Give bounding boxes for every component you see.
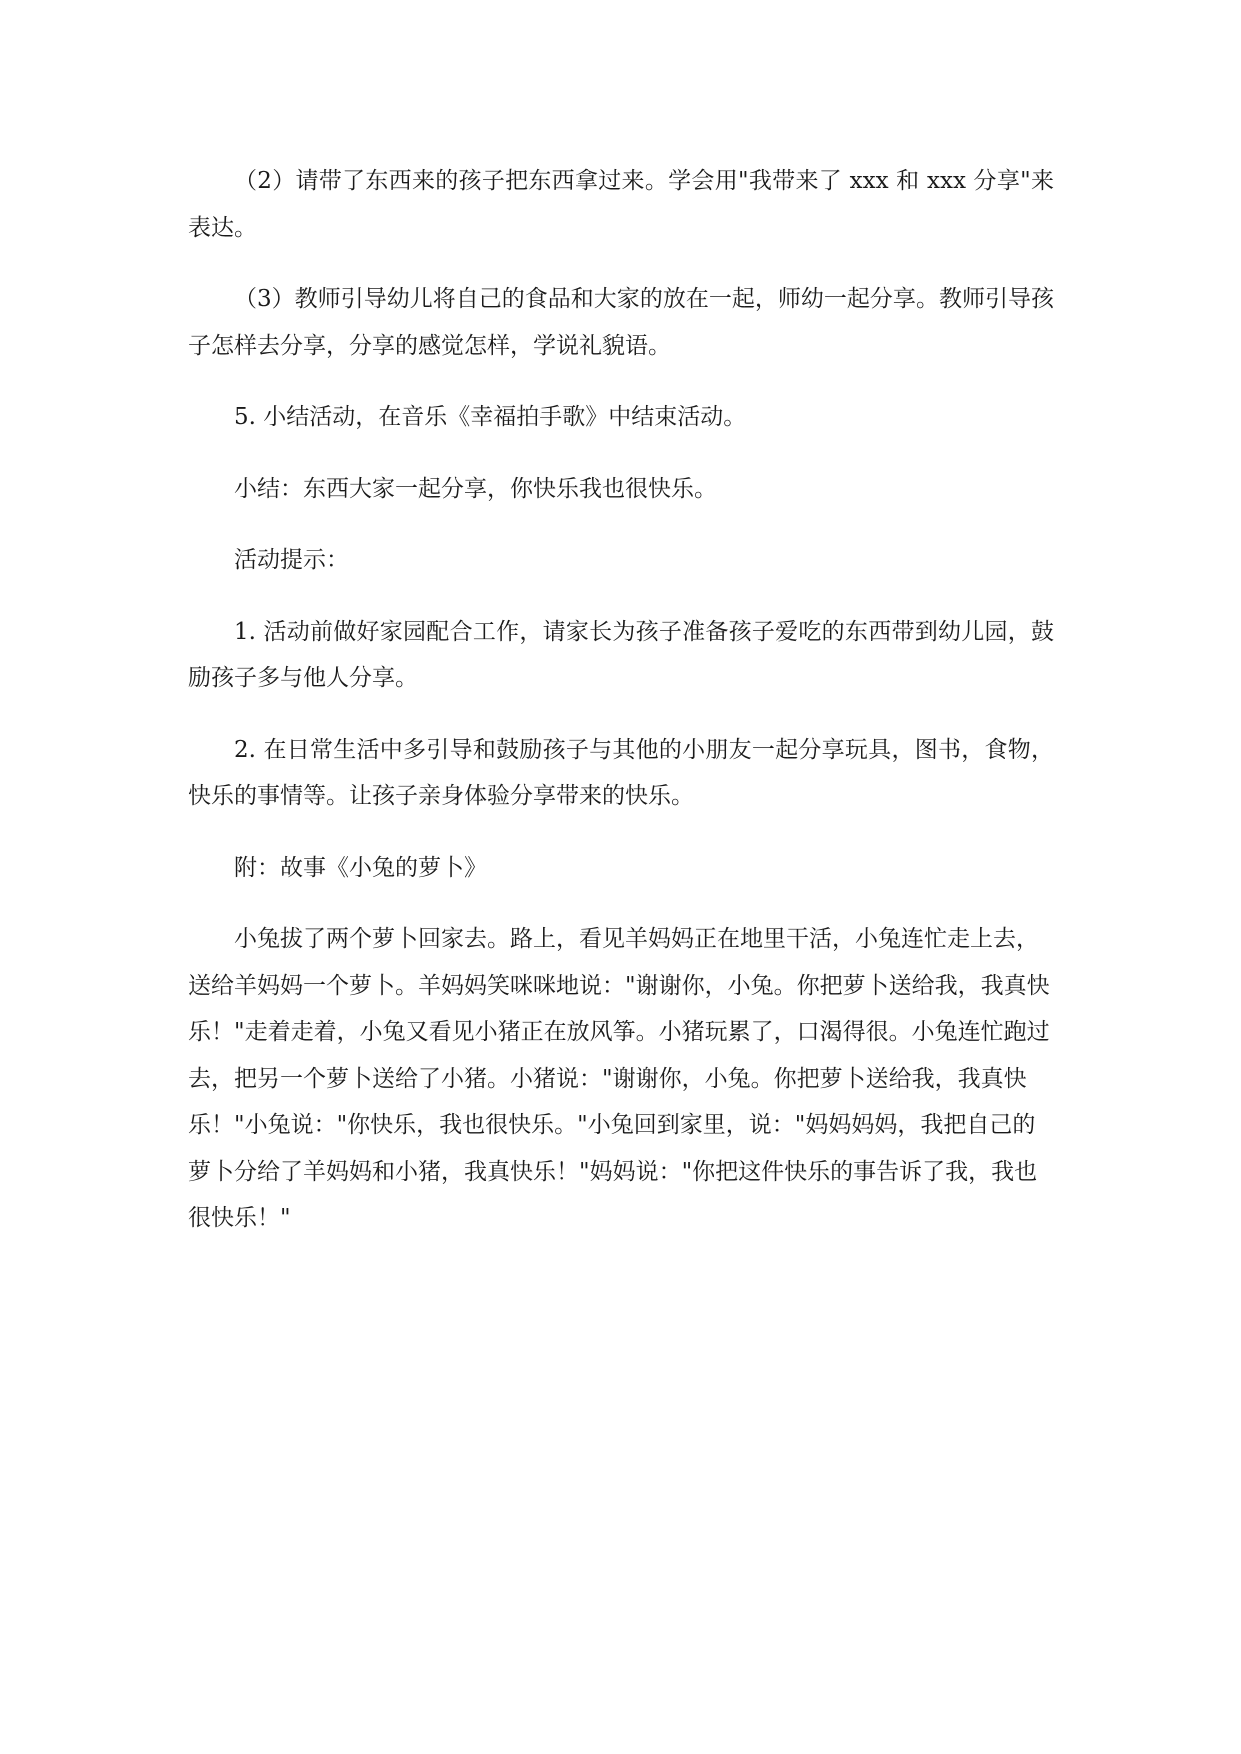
paragraph-tip-2: 2. 在日常生活中多引导和鼓励孩子与其他的小朋友一起分享玩具，图书，食物，快乐的事情等。让孩子亲身体验分享带来的快乐。 [188,736,1054,809]
paragraph-step-3: （3）教师引导幼儿将自己的食品和大家的放在一起，师幼一起分享。教师引导孩子怎样去分享，分享的感觉怎样，学说礼貌语。 [188,286,1054,359]
paragraph-tip-1: 1. 活动前做好家园配合工作，请家长为孩子准备孩子爱吃的东西带到幼儿园，鼓励孩子多与他人分享。 [188,618,1054,691]
paragraph-tips-heading: 活动提示： [234,547,349,573]
paragraph-appendix-title: 附：故事《小兔的萝卜》 [234,854,487,881]
paragraph-story: 小兔拔了两个萝卜回家去。路上，看见羊妈妈正在地里干活，小兔连忙走上去，送给羊妈妈一个萝卜。羊妈妈笑咪咪地说："谢谢你，小兔。你把萝卜送给我，我真快乐！"走着走着，小兔又看见小猪正在放风筝。小猪玩累了，口渴得很。小兔连忙跑过去，把另一个萝卜送给了小猪。小猪说："谢谢你，小兔。你把萝卜送给我，我真快乐！"小兔说："你快乐，我也很快乐。"小兔回到家里，说："妈妈妈妈，我把自己的萝卜分给了羊妈妈和小猪，我真快乐！"妈妈说："你把这件快乐的事告诉了我，我也很快乐！" [188,926,1050,1231]
paragraph-summary-activity: 5. 小结活动，在音乐《幸福拍手歌》中结束活动。 [234,404,747,430]
paragraph-step-2: （2）请带了东西来的孩子把东西拿过来。学会用"我带来了 xxx 和 xxx 分享"来表达。 [188,168,1054,241]
document-body [188,158,1054,1267]
paragraph-summary: 小结：东西大家一起分享，你快乐我也很快乐。 [234,475,717,502]
